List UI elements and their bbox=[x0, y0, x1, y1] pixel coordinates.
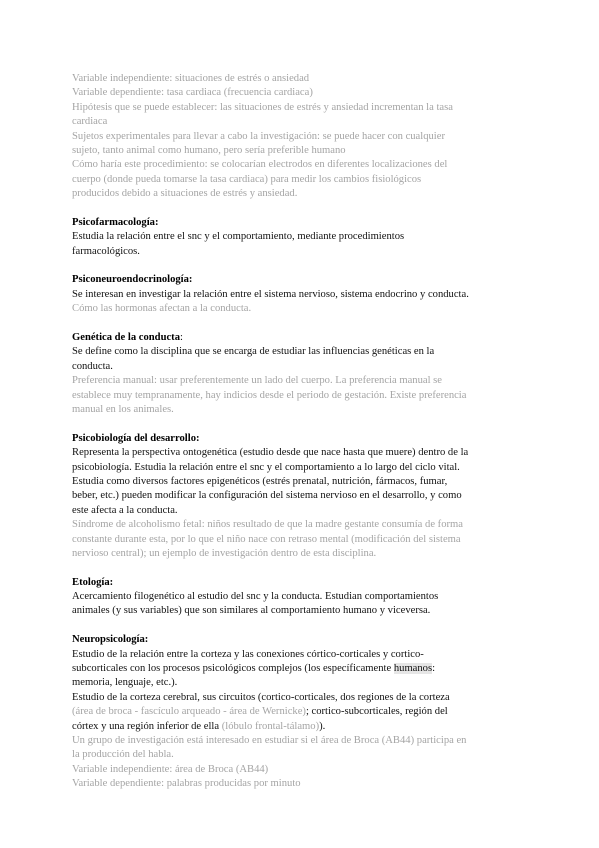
body-line: Se define como la disciplina que se encarga de estudiar las influencias genéticas en la bbox=[72, 346, 435, 358]
section-heading: Genética de la conducta bbox=[72, 332, 180, 344]
section-heading: Psicobiología del desarrollo: bbox=[72, 432, 200, 444]
section-heading: Psicofarmacología: bbox=[72, 216, 159, 228]
spacer bbox=[72, 417, 527, 431]
body-line bbox=[72, 662, 527, 676]
body-line bbox=[72, 720, 527, 734]
intro-line: Cómo haría este procedimiento: se colocarían electrodos en diferentes localizaciones del bbox=[72, 159, 448, 171]
intro-line: Sujetos experimentales para llevar a cabo la investigación: se puede hacer con cualquier bbox=[72, 130, 445, 142]
body-line bbox=[72, 705, 527, 719]
body-line: Estudia como diversos factores epigenéticos (estrés prenatal, nutrición, fármacos, fumar, bbox=[72, 475, 448, 487]
body-line: este afecta a la conducta. bbox=[72, 504, 178, 516]
intro-line: sujeto, tanto animal como humano, pero sería preferible humano bbox=[72, 144, 346, 156]
section-genetica bbox=[72, 331, 527, 417]
body-text: ; cortico-subcorticales, región del bbox=[305, 706, 448, 718]
body-line: psicobiología. Estudia la relación entre el snc y el comportamiento a lo largo del ciclo vital. bbox=[72, 461, 460, 473]
example-line: nervioso central); un ejemplo de investigación dentro de esta disciplina. bbox=[72, 547, 377, 559]
body-line: conducta. bbox=[72, 360, 113, 372]
example-line: Variable dependiente: palabras producidas por minuto bbox=[72, 778, 301, 790]
example-line: constante durante esta, por lo que el niño nace con retraso mental (modificación del sistema bbox=[72, 533, 461, 545]
body-text: córtex y una región inferior de ella bbox=[72, 720, 222, 732]
example-line: Variable independiente: área de Broca (AB44) bbox=[72, 763, 269, 775]
spacer bbox=[72, 317, 527, 331]
body-line: beber, etc.) pueden modificar la configuración del sistema nervioso en el desarrollo, y como bbox=[72, 490, 462, 502]
spacer bbox=[72, 202, 527, 216]
section-heading: Etología: bbox=[72, 576, 114, 588]
body-line: Acercamiento filogenético al estudio del snc y la conducta. Estudian comportamientos bbox=[72, 591, 439, 603]
spacer bbox=[72, 561, 527, 575]
spacer bbox=[72, 619, 527, 633]
example-line: manual en los animales. bbox=[72, 403, 174, 415]
body-line: Estudio de la relación entre la corteza y las conexiones córtico-corticales y cortico- bbox=[72, 648, 424, 660]
example-line: Cómo las hormonas afectan a la conducta. bbox=[72, 303, 252, 315]
example-line: Preferencia manual: usar preferentemente un lado del cuerpo. La preferencia manual se bbox=[72, 375, 443, 387]
heading-colon: : bbox=[180, 332, 183, 344]
intro-line: producidos debido a situaciones de estrés y ansiedad. bbox=[72, 188, 298, 200]
section-neuropsicologia bbox=[72, 633, 527, 791]
body-line: Se interesan en investigar la relación entre el sistema nervioso, sistema endocrino y conducta. bbox=[72, 288, 469, 300]
intro-block bbox=[72, 72, 527, 202]
section-heading-row bbox=[72, 331, 527, 345]
body-line: Estudia la relación entre el snc y el comportamiento, mediante procedimientos bbox=[72, 231, 405, 243]
body-text: subcorticales con los procesos psicológicos complejos (los específicamente bbox=[72, 663, 394, 675]
body-line: Representa la perspectiva ontogenética (estudio desde que nace hasta que muere) dentro de la bbox=[72, 447, 469, 459]
section-etologia bbox=[72, 576, 527, 619]
example-line: establece muy tempranamente, hay indicios desde el periodo de gestación. Existe preferencia bbox=[72, 389, 467, 401]
section-heading: Psiconeuroendocrinología: bbox=[72, 274, 193, 286]
example-text: (lóbulo frontal-tálamo) bbox=[221, 720, 320, 732]
body-line: animales (y sus variables) que son similares al comportamiento humano y viceversa. bbox=[72, 605, 431, 617]
body-line: Estudio de la corteza cerebral, sus circuitos (cortico-corticales, dos regiones de la corteza bbox=[72, 691, 450, 703]
intro-line: Hipótesis que se puede establecer: las situaciones de estrés y ansiedad incrementan la tasa bbox=[72, 101, 453, 113]
example-line: la producción del habla. bbox=[72, 749, 174, 761]
section-psicofarmacologia bbox=[72, 216, 527, 259]
example-line: Síndrome de alcoholismo fetal: niños resultado de que la madre gestante consumía de forma bbox=[72, 519, 463, 531]
intro-line: cardiaca bbox=[72, 116, 108, 128]
intro-line: Variable dependiente: tasa cardiaca (frecuencia cardiaca) bbox=[72, 87, 313, 99]
document-page bbox=[72, 72, 527, 792]
highlighted-text: humanos bbox=[393, 663, 433, 675]
section-psiconeuroendocrinologia bbox=[72, 273, 527, 316]
body-text: : bbox=[432, 663, 436, 675]
section-heading: Neuropsicología: bbox=[72, 634, 149, 646]
section-psicobiologia bbox=[72, 432, 527, 562]
spacer bbox=[72, 259, 527, 273]
intro-line: Variable independiente: situaciones de estrés o ansiedad bbox=[72, 73, 310, 84]
example-line: Un grupo de investigación está interesado en estudiar si el área de Broca (AB44) participa en bbox=[72, 734, 467, 746]
body-line: memoria, lenguaje, etc.). bbox=[72, 677, 178, 689]
body-line: farmacológicos. bbox=[72, 245, 140, 257]
example-text: (área de broca - fascículo arqueado - área de Wernicke) bbox=[72, 706, 306, 718]
intro-line: cuerpo (donde pueda tomarse la tasa cardiaca) para medir los cambios fisiológicos bbox=[72, 173, 422, 185]
body-text: ). bbox=[319, 720, 326, 732]
